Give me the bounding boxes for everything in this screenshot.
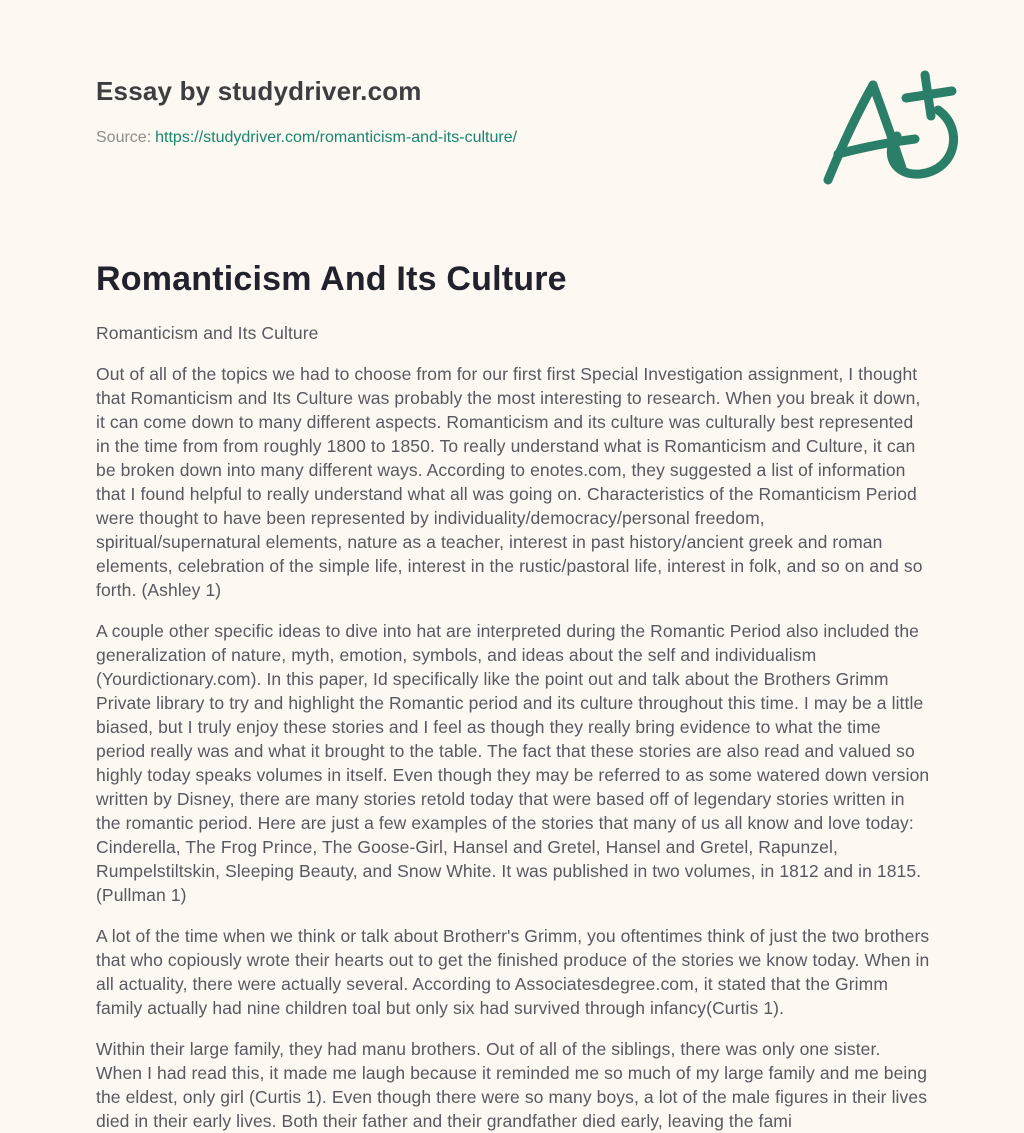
- article-paragraph: A lot of the time when we think or talk about Brotherr's Grimm, you oftentimes think of just the two brothers that who copiously wrote their hearts out to get the finished produce of the stories we know today. When in all actuality, there were actually several. According to Associatesdegree.com, it stated that the Grimm family actually had nine children toal but only six had survived through infancy(Curtis 1).: [96, 926, 930, 1018]
- article-subtitle-paragraph: Romanticism and Its Culture: [96, 323, 319, 343]
- document-header: [96, 76, 930, 147]
- article-body: [96, 321, 930, 1133]
- source-line: [96, 129, 930, 147]
- essay-by-heading: Essay by studydriver.com: [96, 76, 422, 106]
- article-title: Romanticism And Its Culture: [96, 260, 567, 298]
- source-link[interactable]: https://studydriver.com/romanticism-and-its-culture/: [155, 129, 518, 146]
- studydriver-a-plus-logo-icon: [818, 68, 958, 190]
- article-paragraph: A couple other specific ideas to dive into hat are interpreted during the Romantic Period also included the generalization of nature, myth, emotion, symbols, and ideas about the self and individualism (Yourdictionary.com). In this paper, Id specifically like the point out and talk about the Brothers Grimm Private library to try and highlight the Romantic period and its culture throughout this time. I may be a little biased, but I truly enjoy these stories and I feel as though they really bring evidence to what the time period really was and what it brought to the table. The fact that these stories are also read and valued so highly today speaks volumes in itself. Even though they may be referred to as some watered down version written by Disney, there are many stories retold today that were based off of legendary stories written in the romantic period. Here are just a few examples of the stories that many of us all know and love today: Cinderella, The Frog Prince, The Goose-Girl, Hansel and Gretel, Hansel and Gretel, Rapunzel, Rumpelstiltskin, Sleeping Beauty, and Snow White. It was published in two volumes, in 1812 and in 1815. (Pullman 1): [96, 621, 930, 905]
- article-paragraph: Out of all of the topics we had to choose from for our first first Special Investigation assignment, I thought that Romanticism and Its Culture was probably the most interesting to research. When you break it down, it can come down to many different aspects. Romanticism and its culture was culturally best represented in the time from from roughly 1800 to 1850. To really understand what is Romanticism and Culture, it can be broken down into many different ways. According to enotes.com, they suggested a list of information that I found helpful to really understand what all was going on. Characteristics of the Romanticism Period were thought to have been represented by individuality/democracy/personal freedom, spiritual/supernatural elements, nature as a teacher, interest in past history/ancient greek and roman elements, celebration of the simple life, interest in the rustic/pastoral life, interest in folk, and so on and so forth. (Ashley 1): [96, 364, 923, 600]
- source-label: Source:: [96, 129, 152, 146]
- article-paragraph: Within their large family, they had manu brothers. Out of all of the siblings, there was only one sister. When I had read this, it made me laugh because it reminded me so much of my large family and me being the eldest, only girl (Curtis 1). Even though there were so many boys, a lot of the male figures in their lives died in their early lives. Both their father and their grandfather died early, leaving the fami: [96, 1039, 928, 1131]
